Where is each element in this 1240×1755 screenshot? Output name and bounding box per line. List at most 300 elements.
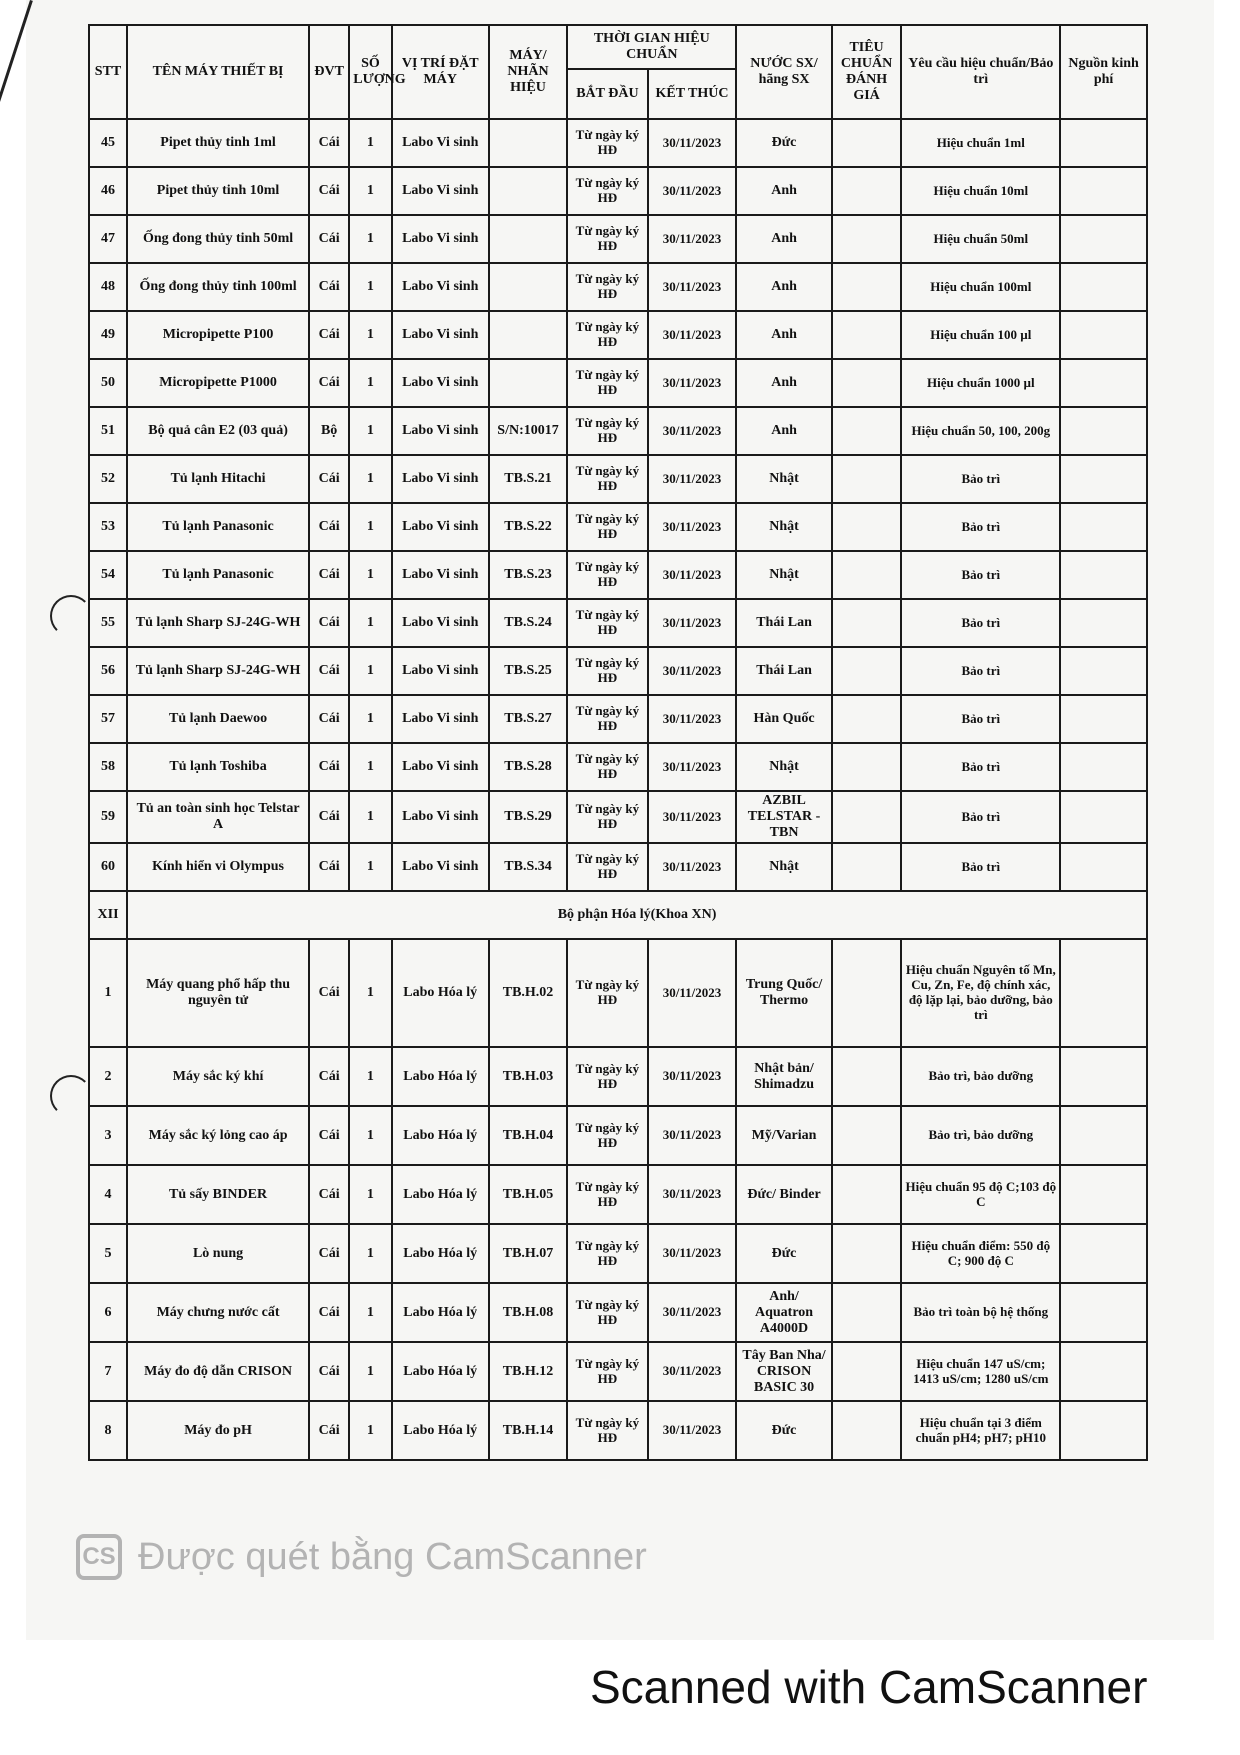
- end-date-cell: 30/11/2023: [648, 167, 737, 215]
- start-date-cell: Từ ngày ký HĐ: [567, 1401, 647, 1460]
- funding-cell: [1060, 743, 1147, 791]
- quantity-cell: 1: [349, 939, 391, 1047]
- equipment-name: Lò nung: [127, 1224, 309, 1283]
- quantity-cell: 1: [349, 743, 391, 791]
- requirement-cell: Bảo trì: [901, 791, 1060, 843]
- start-date-cell: Từ ngày ký HĐ: [567, 551, 647, 599]
- equipment-name: Máy chưng nước cất: [127, 1283, 309, 1342]
- brand-code-cell: TB.S.29: [489, 791, 567, 843]
- funding-cell: [1060, 311, 1147, 359]
- funding-cell: [1060, 359, 1147, 407]
- brand-code-cell: TB.H.05: [489, 1165, 567, 1224]
- funding-cell: [1060, 215, 1147, 263]
- unit-cell: Cái: [309, 1047, 349, 1106]
- header-end: KẾT THÚC: [648, 69, 737, 119]
- table-row: [89, 743, 1147, 791]
- standard-cell: [832, 647, 902, 695]
- brand-code-cell: TB.H.04: [489, 1106, 567, 1165]
- origin-cell: Anh: [736, 167, 831, 215]
- table-row: [89, 167, 1147, 215]
- header-requirement: Yêu cầu hiệu chuẩn/Bảo trì: [901, 25, 1060, 119]
- equipment-name: Micropipette P1000: [127, 359, 309, 407]
- requirement-cell: Hiệu chuẩn 10ml: [901, 167, 1060, 215]
- row-number: 5: [89, 1224, 127, 1283]
- quantity-cell: 1: [349, 455, 391, 503]
- brand-code-cell: TB.S.25: [489, 647, 567, 695]
- brand-code-cell: S/N:10017: [489, 407, 567, 455]
- quantity-cell: 1: [349, 359, 391, 407]
- unit-cell: Cái: [309, 843, 349, 891]
- equipment-name: Máy quang phổ hấp thu nguyên tử: [127, 939, 309, 1047]
- end-date-cell: 30/11/2023: [648, 1224, 737, 1283]
- equipment-name: Tủ lạnh Hitachi: [127, 455, 309, 503]
- header-funding: Nguồn kinh phí: [1060, 25, 1147, 119]
- punch-hole-mark: [50, 1075, 92, 1117]
- standard-cell: [832, 1224, 902, 1283]
- standard-cell: [832, 939, 902, 1047]
- brand-code-cell: TB.S.22: [489, 503, 567, 551]
- equipment-name: Máy sắc ký lỏng cao áp: [127, 1106, 309, 1165]
- end-date-cell: 30/11/2023: [648, 215, 737, 263]
- origin-cell: Anh/ Aquatron A4000D: [736, 1283, 831, 1342]
- row-number: 4: [89, 1165, 127, 1224]
- end-date-cell: 30/11/2023: [648, 1401, 737, 1460]
- quantity-cell: 1: [349, 263, 391, 311]
- start-date-cell: Từ ngày ký HĐ: [567, 1047, 647, 1106]
- table-row: [89, 791, 1147, 843]
- end-date-cell: 30/11/2023: [648, 647, 737, 695]
- location-cell: Labo Hóa lý: [392, 1401, 489, 1460]
- brand-code-cell: TB.H.03: [489, 1047, 567, 1106]
- quantity-cell: 1: [349, 1106, 391, 1165]
- end-date-cell: 30/11/2023: [648, 455, 737, 503]
- location-cell: Labo Vi sinh: [392, 455, 489, 503]
- unit-cell: Cái: [309, 1106, 349, 1165]
- requirement-cell: Hiệu chuẩn tại 3 điểm chuẩn pH4; pH7; pH10: [901, 1401, 1060, 1460]
- brand-code-cell: TB.H.14: [489, 1401, 567, 1460]
- end-date-cell: 30/11/2023: [648, 503, 737, 551]
- end-date-cell: 30/11/2023: [648, 695, 737, 743]
- equipment-name: Pipet thủy tinh 10ml: [127, 167, 309, 215]
- start-date-cell: Từ ngày ký HĐ: [567, 407, 647, 455]
- funding-cell: [1060, 1106, 1147, 1165]
- requirement-cell: Bảo trì, bảo dưỡng: [901, 1047, 1060, 1106]
- table-row: [89, 1283, 1147, 1342]
- row-number: 59: [89, 791, 127, 843]
- table-row: [89, 407, 1147, 455]
- quantity-cell: 1: [349, 791, 391, 843]
- equipment-name: Tủ an toàn sinh học Telstar A: [127, 791, 309, 843]
- start-date-cell: Từ ngày ký HĐ: [567, 119, 647, 167]
- standard-cell: [832, 1283, 902, 1342]
- start-date-cell: Từ ngày ký HĐ: [567, 599, 647, 647]
- quantity-cell: 1: [349, 1224, 391, 1283]
- standard-cell: [832, 1342, 902, 1401]
- location-cell: Labo Vi sinh: [392, 311, 489, 359]
- start-date-cell: Từ ngày ký HĐ: [567, 1224, 647, 1283]
- row-number: 48: [89, 263, 127, 311]
- funding-cell: [1060, 695, 1147, 743]
- requirement-cell: Hiệu chuẩn 1ml: [901, 119, 1060, 167]
- funding-cell: [1060, 167, 1147, 215]
- row-number: 55: [89, 599, 127, 647]
- equipment-name: Bộ quả cân E2 (03 quả): [127, 407, 309, 455]
- unit-cell: Cái: [309, 1401, 349, 1460]
- unit-cell: Cái: [309, 743, 349, 791]
- location-cell: Labo Vi sinh: [392, 167, 489, 215]
- unit-cell: Cái: [309, 599, 349, 647]
- standard-cell: [832, 311, 902, 359]
- start-date-cell: Từ ngày ký HĐ: [567, 1165, 647, 1224]
- table-row: [89, 1165, 1147, 1224]
- table-row: [89, 599, 1147, 647]
- unit-cell: Cái: [309, 551, 349, 599]
- requirement-cell: Hiệu chuẩn 95 độ C;103 độ C: [901, 1165, 1060, 1224]
- equipment-table: [88, 24, 1148, 1461]
- brand-code-cell: TB.S.27: [489, 695, 567, 743]
- row-number: 49: [89, 311, 127, 359]
- standard-cell: [832, 1401, 902, 1460]
- end-date-cell: 30/11/2023: [648, 359, 737, 407]
- requirement-cell: Bảo trì: [901, 695, 1060, 743]
- table-row: [89, 939, 1147, 1047]
- origin-cell: Anh: [736, 311, 831, 359]
- equipment-name: Pipet thủy tinh 1ml: [127, 119, 309, 167]
- table-row: [89, 843, 1147, 891]
- funding-cell: [1060, 551, 1147, 599]
- equipment-name: Máy đo pH: [127, 1401, 309, 1460]
- camscanner-watermark: [76, 1534, 647, 1580]
- funding-cell: [1060, 407, 1147, 455]
- row-number: 56: [89, 647, 127, 695]
- start-date-cell: Từ ngày ký HĐ: [567, 939, 647, 1047]
- header-brand: MÁY/ NHÃN HIỆU: [489, 25, 567, 119]
- table-row: [89, 1224, 1147, 1283]
- origin-cell: Tây Ban Nha/ CRISON BASIC 30: [736, 1342, 831, 1401]
- equipment-name: Tủ lạnh Toshiba: [127, 743, 309, 791]
- brand-code-cell: [489, 119, 567, 167]
- equipment-name: Tủ lạnh Panasonic: [127, 503, 309, 551]
- funding-cell: [1060, 843, 1147, 891]
- funding-cell: [1060, 1283, 1147, 1342]
- origin-cell: Anh: [736, 215, 831, 263]
- table-row: [89, 215, 1147, 263]
- row-number: 50: [89, 359, 127, 407]
- brand-code-cell: TB.S.34: [489, 843, 567, 891]
- funding-cell: [1060, 1401, 1147, 1460]
- quantity-cell: 1: [349, 1401, 391, 1460]
- unit-cell: Cái: [309, 1342, 349, 1401]
- standard-cell: [832, 843, 902, 891]
- unit-cell: Cái: [309, 359, 349, 407]
- row-number: 6: [89, 1283, 127, 1342]
- row-number: 8: [89, 1401, 127, 1460]
- brand-code-cell: TB.S.24: [489, 599, 567, 647]
- funding-cell: [1060, 455, 1147, 503]
- location-cell: Labo Vi sinh: [392, 647, 489, 695]
- equipment-name: Tủ lạnh Sharp SJ-24G-WH: [127, 647, 309, 695]
- header-qty: SỐ LƯỢNG: [349, 25, 391, 119]
- table-row: [89, 311, 1147, 359]
- quantity-cell: 1: [349, 647, 391, 695]
- location-cell: Labo Vi sinh: [392, 791, 489, 843]
- quantity-cell: 1: [349, 407, 391, 455]
- origin-cell: Nhật: [736, 551, 831, 599]
- brand-code-cell: TB.H.08: [489, 1283, 567, 1342]
- origin-cell: Đức: [736, 119, 831, 167]
- footer-scanner-note: Scanned with CamScanner: [590, 1661, 1148, 1713]
- quantity-cell: 1: [349, 119, 391, 167]
- brand-code-cell: TB.H.02: [489, 939, 567, 1047]
- start-date-cell: Từ ngày ký HĐ: [567, 647, 647, 695]
- unit-cell: Cái: [309, 167, 349, 215]
- standard-cell: [832, 599, 902, 647]
- requirement-cell: Hiệu chuẩn điểm: 550 độ C; 900 độ C: [901, 1224, 1060, 1283]
- quantity-cell: 1: [349, 1342, 391, 1401]
- funding-cell: [1060, 1224, 1147, 1283]
- standard-cell: [832, 1047, 902, 1106]
- requirement-cell: Bảo trì: [901, 551, 1060, 599]
- table-row: [89, 695, 1147, 743]
- unit-cell: Bộ: [309, 407, 349, 455]
- end-date-cell: 30/11/2023: [648, 1047, 737, 1106]
- table-row: [89, 263, 1147, 311]
- row-number: 51: [89, 407, 127, 455]
- standard-cell: [832, 695, 902, 743]
- origin-cell: Đức/ Binder: [736, 1165, 831, 1224]
- equipment-name: Micropipette P100: [127, 311, 309, 359]
- section-title: Bộ phận Hóa lý(Khoa XN): [127, 891, 1147, 939]
- unit-cell: Cái: [309, 263, 349, 311]
- table-row: [89, 1047, 1147, 1106]
- funding-cell: [1060, 599, 1147, 647]
- equipment-name: Tủ sấy BINDER: [127, 1165, 309, 1224]
- location-cell: Labo Hóa lý: [392, 1047, 489, 1106]
- requirement-cell: Bảo trì: [901, 599, 1060, 647]
- row-number: 2: [89, 1047, 127, 1106]
- end-date-cell: 30/11/2023: [648, 119, 737, 167]
- requirement-cell: Hiệu chuẩn 50, 100, 200g: [901, 407, 1060, 455]
- table-row: [89, 551, 1147, 599]
- location-cell: Labo Vi sinh: [392, 843, 489, 891]
- table-body-microbiology: [89, 119, 1147, 891]
- start-date-cell: Từ ngày ký HĐ: [567, 695, 647, 743]
- unit-cell: Cái: [309, 1165, 349, 1224]
- end-date-cell: 30/11/2023: [648, 1283, 737, 1342]
- unit-cell: Cái: [309, 1224, 349, 1283]
- end-date-cell: 30/11/2023: [648, 939, 737, 1047]
- brand-code-cell: [489, 215, 567, 263]
- location-cell: Labo Hóa lý: [392, 1342, 489, 1401]
- start-date-cell: Từ ngày ký HĐ: [567, 1106, 647, 1165]
- table-row: [89, 455, 1147, 503]
- origin-cell: Nhật bản/ Shimadzu: [736, 1047, 831, 1106]
- standard-cell: [832, 743, 902, 791]
- start-date-cell: Từ ngày ký HĐ: [567, 359, 647, 407]
- origin-cell: Trung Quốc/ Thermo: [736, 939, 831, 1047]
- brand-code-cell: TB.S.23: [489, 551, 567, 599]
- unit-cell: Cái: [309, 503, 349, 551]
- end-date-cell: 30/11/2023: [648, 843, 737, 891]
- origin-cell: AZBIL TELSTAR - TBN: [736, 791, 831, 843]
- brand-code-cell: [489, 167, 567, 215]
- equipment-name: Tủ lạnh Daewoo: [127, 695, 309, 743]
- row-number: 52: [89, 455, 127, 503]
- section-number: XII: [89, 891, 127, 939]
- origin-cell: Anh: [736, 263, 831, 311]
- brand-code-cell: [489, 359, 567, 407]
- requirement-cell: Bảo trì: [901, 647, 1060, 695]
- row-number: 58: [89, 743, 127, 791]
- row-number: 47: [89, 215, 127, 263]
- quantity-cell: 1: [349, 695, 391, 743]
- origin-cell: Mỹ/Varian: [736, 1106, 831, 1165]
- equipment-name: Máy sắc ký khí: [127, 1047, 309, 1106]
- origin-cell: Thái Lan: [736, 647, 831, 695]
- requirement-cell: Bảo trì: [901, 743, 1060, 791]
- requirement-cell: Hiệu chuẩn 50ml: [901, 215, 1060, 263]
- standard-cell: [832, 551, 902, 599]
- start-date-cell: Từ ngày ký HĐ: [567, 215, 647, 263]
- equipment-name: Tủ lạnh Panasonic: [127, 551, 309, 599]
- origin-cell: Thái Lan: [736, 599, 831, 647]
- location-cell: Labo Vi sinh: [392, 599, 489, 647]
- brand-code-cell: TB.H.07: [489, 1224, 567, 1283]
- table-row: [89, 359, 1147, 407]
- requirement-cell: Hiệu chuẩn 147 uS/cm; 1413 uS/cm; 1280 uS/cm: [901, 1342, 1060, 1401]
- brand-code-cell: TB.S.21: [489, 455, 567, 503]
- start-date-cell: Từ ngày ký HĐ: [567, 455, 647, 503]
- start-date-cell: Từ ngày ký HĐ: [567, 311, 647, 359]
- header-origin: NƯỚC SX/ hãng SX: [736, 25, 831, 119]
- requirement-cell: Hiệu chuẩn 100ml: [901, 263, 1060, 311]
- end-date-cell: 30/11/2023: [648, 743, 737, 791]
- unit-cell: Cái: [309, 215, 349, 263]
- start-date-cell: Từ ngày ký HĐ: [567, 1283, 647, 1342]
- brand-code-cell: [489, 263, 567, 311]
- quantity-cell: 1: [349, 167, 391, 215]
- header-start: BẮT ĐẦU: [567, 69, 647, 119]
- header-unit: ĐVT: [309, 25, 349, 119]
- standard-cell: [832, 263, 902, 311]
- standard-cell: [832, 791, 902, 843]
- standard-cell: [832, 455, 902, 503]
- origin-cell: Anh: [736, 359, 831, 407]
- watermark-text: Được quét bằng CamScanner: [138, 1535, 647, 1578]
- end-date-cell: 30/11/2023: [648, 407, 737, 455]
- standard-cell: [832, 1106, 902, 1165]
- start-date-cell: Từ ngày ký HĐ: [567, 791, 647, 843]
- requirement-cell: Hiệu chuẩn 100 µl: [901, 311, 1060, 359]
- quantity-cell: 1: [349, 599, 391, 647]
- header-stt: STT: [89, 25, 127, 119]
- end-date-cell: 30/11/2023: [648, 791, 737, 843]
- row-number: 3: [89, 1106, 127, 1165]
- requirement-cell: Bảo trì: [901, 455, 1060, 503]
- start-date-cell: Từ ngày ký HĐ: [567, 167, 647, 215]
- row-number: 7: [89, 1342, 127, 1401]
- location-cell: Labo Hóa lý: [392, 939, 489, 1047]
- location-cell: Labo Vi sinh: [392, 551, 489, 599]
- location-cell: Labo Vi sinh: [392, 743, 489, 791]
- table-body-chemistry: [89, 939, 1147, 1460]
- table-row: [89, 647, 1147, 695]
- unit-cell: Cái: [309, 939, 349, 1047]
- equipment-name: Ống đong thủy tinh 100ml: [127, 263, 309, 311]
- requirement-cell: Bảo trì: [901, 503, 1060, 551]
- funding-cell: [1060, 263, 1147, 311]
- table-row: [89, 119, 1147, 167]
- requirement-cell: Hiệu chuẩn 1000 µl: [901, 359, 1060, 407]
- quantity-cell: 1: [349, 843, 391, 891]
- origin-cell: Nhật: [736, 743, 831, 791]
- row-number: 60: [89, 843, 127, 891]
- standard-cell: [832, 167, 902, 215]
- end-date-cell: 30/11/2023: [648, 1342, 737, 1401]
- origin-cell: Nhật: [736, 843, 831, 891]
- end-date-cell: 30/11/2023: [648, 551, 737, 599]
- brand-code-cell: [489, 311, 567, 359]
- location-cell: Labo Vi sinh: [392, 119, 489, 167]
- start-date-cell: Từ ngày ký HĐ: [567, 843, 647, 891]
- funding-cell: [1060, 1342, 1147, 1401]
- row-number: 53: [89, 503, 127, 551]
- row-number: 57: [89, 695, 127, 743]
- table-row: [89, 1342, 1147, 1401]
- quantity-cell: 1: [349, 215, 391, 263]
- standard-cell: [832, 503, 902, 551]
- funding-cell: [1060, 791, 1147, 843]
- origin-cell: Anh: [736, 407, 831, 455]
- quantity-cell: 1: [349, 311, 391, 359]
- standard-cell: [832, 1165, 902, 1224]
- quantity-cell: 1: [349, 503, 391, 551]
- funding-cell: [1060, 647, 1147, 695]
- origin-cell: Đức: [736, 1401, 831, 1460]
- row-number: 45: [89, 119, 127, 167]
- equipment-name: Kính hiển vi Olympus: [127, 843, 309, 891]
- origin-cell: Nhật: [736, 455, 831, 503]
- location-cell: Labo Vi sinh: [392, 695, 489, 743]
- table-section-row: [89, 891, 1147, 939]
- standard-cell: [832, 359, 902, 407]
- camscanner-logo: CS: [76, 1534, 122, 1580]
- start-date-cell: Từ ngày ký HĐ: [567, 1342, 647, 1401]
- equipment-name: Máy đo độ dẫn CRISON: [127, 1342, 309, 1401]
- start-date-cell: Từ ngày ký HĐ: [567, 263, 647, 311]
- requirement-cell: Bảo trì toàn bộ hệ thống: [901, 1283, 1060, 1342]
- header-calib-time: THỜI GIAN HIỆU CHUẨN: [567, 25, 736, 69]
- row-number: 54: [89, 551, 127, 599]
- location-cell: Labo Vi sinh: [392, 215, 489, 263]
- table-row: [89, 503, 1147, 551]
- quantity-cell: 1: [349, 1283, 391, 1342]
- brand-code-cell: TB.H.12: [489, 1342, 567, 1401]
- location-cell: Labo Hóa lý: [392, 1165, 489, 1224]
- equipment-name: Ống đong thủy tinh 50ml: [127, 215, 309, 263]
- funding-cell: [1060, 119, 1147, 167]
- unit-cell: Cái: [309, 455, 349, 503]
- requirement-cell: Bảo trì: [901, 843, 1060, 891]
- standard-cell: [832, 215, 902, 263]
- location-cell: Labo Vi sinh: [392, 263, 489, 311]
- origin-cell: Đức: [736, 1224, 831, 1283]
- standard-cell: [832, 119, 902, 167]
- quantity-cell: 1: [349, 1047, 391, 1106]
- end-date-cell: 30/11/2023: [648, 1165, 737, 1224]
- unit-cell: Cái: [309, 1283, 349, 1342]
- brand-code-cell: TB.S.28: [489, 743, 567, 791]
